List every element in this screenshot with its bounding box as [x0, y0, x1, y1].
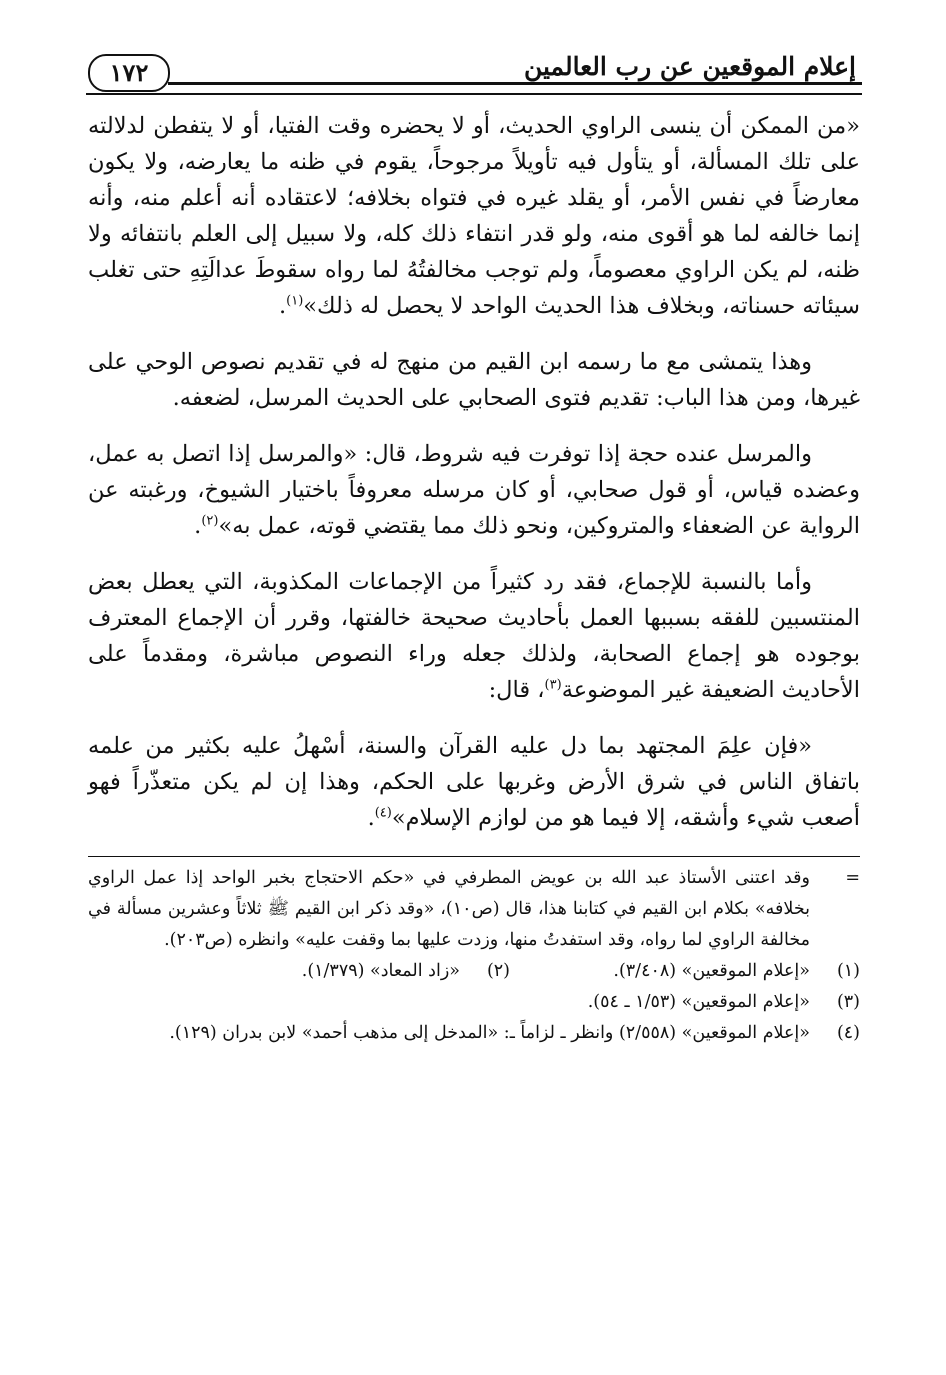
- header-rule-bottom: [86, 93, 862, 95]
- running-title: إعلام الموقعين عن رب العالمين: [523, 52, 856, 81]
- footnote-ref: (٢): [201, 513, 219, 529]
- header-rule-top: [168, 82, 862, 85]
- paragraph-quote-narrator: «من الممكن أن ينسى الراوي الحديث، أو لا يحضره وقت الفتيا، أو لا يتفطن لدلالته على تلك المسألة، أو يتأول فيه تأويلاً مرجوحاً، يقوم في ظنه ما يعارضه، ولا يكون معارضاً في نفس الأمر، أو يقلد غيره في فتواه بخلافه؛ لاعتقاده أنه أعلم منه، وأنه إنما خالفه لما هو أقوى منه، ولو قدر انتفاء ذلك كله، ولا سبيل إلى العلم بانتفائه ولا ظنه، لم يكن الراوي معصوماً، ولم توجب مخالفتُهُ لما رواه سقوطَ عدالَتِهِ حتى تغلب سيئاته حسناته، وبخلاف هذا الحديث الواحد لا يحصل له ذلك»$^{(١)}$.: [88, 113, 860, 319]
- footnote-pair: [88, 956, 860, 987]
- paragraph-quote-ijtihad: «فإن علِمَ المجتهد بما دل عليه القرآن والسنة، أسْهلُ عليه بكثير من علمه باتفاق الناس في شرق الأرض وغربها على الحكم، وهذا إن لم يكن متعذّراً فهو أصعب شيء وأشقه، إلا فيما هو من لوازم الإسلام»$^{(٤)}$.: [88, 733, 860, 831]
- page-number: ١٧٢: [88, 54, 170, 92]
- paragraph-method: وهذا يتمشى مع ما رسمه ابن القيم من منهج له في تقديم نصوص الوحي على غيرها، ومن هذا الباب: تقديم فتوى الصحابي على الحديث المرسل، لضعفه.: [88, 349, 860, 411]
- footnote-separator: [88, 856, 860, 857]
- main-text: [88, 108, 860, 1049]
- footnote-2: (٢) «زاد المعاد» (١/٣٧٩).: [301, 961, 510, 981]
- paragraph-ijma: وأما بالنسبة للإجماع، فقد رد كثيراً من الإجماعات المكذوبة، التي يعطل بعض المنتسبين للفقه بسببها العمل بأحاديث صحيحة خالفتها، وقرر أن الإجماع المعترف بوجوده هو إجماع الصحابة، ولذلك جعله وراء النصوص مباشرة، ومقدماً على الأحاديث الضعيفة غير الموضوعة$^{(٣)}$، قال:: [88, 569, 860, 703]
- footnote-ref: (٣): [544, 677, 562, 693]
- footnote-3: (٣) «إعلام الموقعين» (١/٥٣ ـ ٥٤).: [587, 992, 860, 1012]
- footnote-continuation: = وقد اعتنى الأستاذ عبد الله بن عويض المطرفي في «حكم الاحتجاج بخبر الواحد إذا عمل الراوي بخلافه» بكلام ابن القيم في كتابنا هذا، قال (ص١٠)، «وقد ذكر ابن القيم ﷺ ثلاثاً وعشرين مسألة في مخالفة الراوي لما رواه، وقد استفدتُ منها، وزدت عليها بما وقفت عليه» وانظره (ص٢٠٣).: [88, 868, 860, 950]
- footnote-ref: (٤): [374, 805, 392, 821]
- paragraph-mursal: والمرسل عنده حجة إذا توفرت فيه شروط، قال: «والمرسل إذا اتصل به عمل، وعضده قياس، أو قول صحابي، أو كان مرسله معروفاً باختيار الشيوخ، ورغبته عن الرواية عن الضعفاء والمتروكين، ونحو ذلك مما يقتضي قوته، عمل به»$^{(٢)}$.: [88, 441, 860, 539]
- footnote-1: (١) «إعلام الموقعين» (٣/٤٠٨).: [613, 961, 860, 981]
- footnote-4: (٤) «إعلام الموقعين» (٢/٥٥٨) وانظر ـ لزاماً ـ: «المدخل إلى مذهب أحمد» لابن بدران (١٢٩).: [169, 1023, 860, 1043]
- footnotes: [88, 863, 860, 1049]
- footnote-ref: (١): [286, 293, 304, 309]
- page-header: [86, 46, 862, 96]
